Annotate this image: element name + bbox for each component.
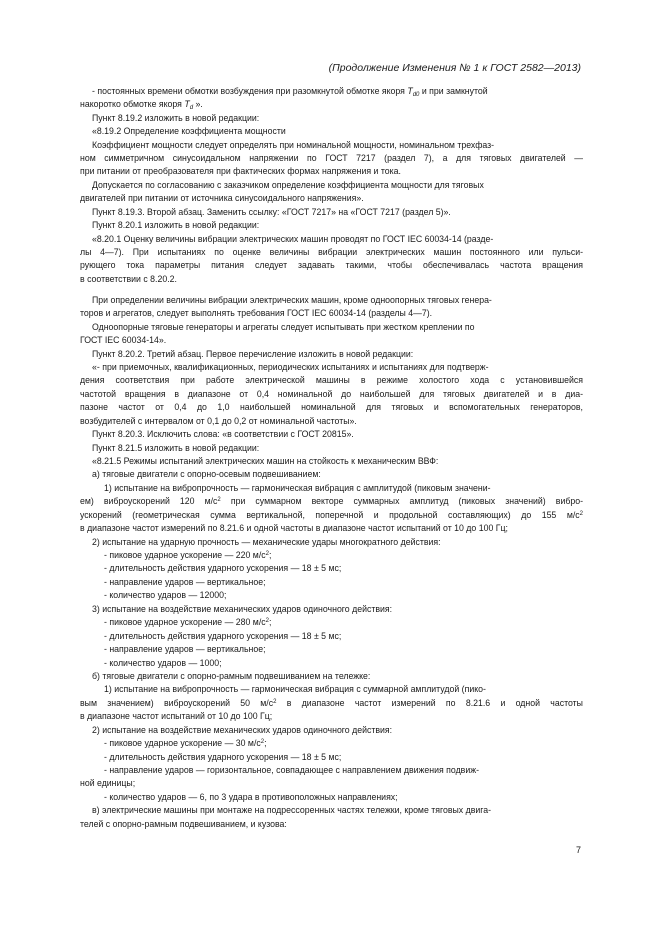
text-run: торов и агрегатов, следует выполнять требования ГОСТ IEC 60034-14 (разделы 4—7). [80, 308, 433, 318]
text-run: - количество ударов — 12000; [104, 590, 227, 600]
text-run: Коэффициент мощности следует определять при номинальной мощности, номинальном трехфаз- [92, 140, 495, 150]
text-line [104, 684, 486, 695]
text-line [92, 671, 370, 682]
text-run: ном симметричном синусоидальном напряжении по ГОСТ 7217 (раздел 7), а для тяговых двигателей — [80, 153, 583, 163]
text-run: частотой вращения в диапазоне от 0,4 номинальной до наибольшей для тяговых двигателей и в диа- [80, 389, 583, 399]
text-run: - пиковое ударное ускорение — 280 м/с [104, 617, 266, 627]
text-run: Пункт 8.21.5 изложить в новой редакции: [92, 443, 260, 453]
text-run: T [407, 86, 413, 96]
text-run: Пункт 8.20.3. Исключить слова: «в соответствии с ГОСТ 20815». [92, 429, 354, 439]
text-run: Пункт 8.19.3. Второй абзац. Заменить ссылку: «ГОСТ 7217» на «ГОСТ 7217 (раздел 5)». [92, 207, 451, 217]
text-run: в диапазоне частот измерений по 8.21.6 и одной частоты в диапазоне частот испытаний от 10 до 100 Гц; [80, 523, 508, 533]
text-line [80, 335, 166, 346]
subscript: d0 [412, 92, 420, 98]
text-line [92, 140, 494, 151]
superscript: 2 [265, 618, 269, 624]
page-number: 7 [575, 845, 581, 855]
text-line [104, 644, 266, 655]
text-line [92, 429, 354, 440]
text-line [92, 537, 441, 548]
text-line [92, 725, 392, 736]
text-run: ем) виброускорений 120 м/с [80, 496, 218, 506]
text-run: «- при приемочных, квалификационных, периодических испытаниях и испытаниях для подтверж- [92, 362, 489, 372]
superscript: 2 [579, 511, 583, 517]
text-line [92, 349, 413, 360]
text-run: Пункт 8.20.2. Третий абзац. Первое перечисление изложить в новой редакции: [92, 349, 414, 359]
text-run: - направление ударов — вертикальное; [104, 644, 266, 654]
text-run: и при замкнутой [419, 86, 488, 96]
running-header: (Продолжение Изменения № 1 к ГОСТ 2582—2013) [328, 62, 581, 74]
text-run: ; [268, 617, 272, 627]
text-run: рующего тока параметры питания следует задавать такими, чтобы обеспечивалась частота вращения [80, 260, 583, 270]
text-line [92, 805, 491, 816]
text-line [104, 765, 479, 776]
text-line [92, 604, 392, 615]
text-run: ной единицы; [80, 778, 136, 788]
text-line [92, 322, 475, 333]
text-line [104, 658, 222, 669]
text-line [104, 617, 271, 628]
superscript: 2 [265, 551, 269, 557]
text-run: пазоне частот от 0,4 до 1,0 наибольшей номинальной для тяговых и вспомогательных генераторов, [80, 402, 583, 412]
text-line [104, 738, 267, 749]
text-line [92, 86, 488, 97]
text-line [92, 469, 321, 480]
text-line [104, 631, 341, 642]
text-run: двигателей при питании от источника синусоидального напряжения». [80, 193, 364, 203]
text-run: «8.21.5 Режимы испытаний электрических машин на стойкость к механическим ВВФ: [92, 456, 439, 466]
text-run: а) тяговые двигатели с опорно-осевым подвешиванием: [92, 469, 321, 479]
text-run: - пиковое ударное ускорение — 30 м/с [104, 738, 261, 748]
text-run: 1) испытание на вибропрочность — гармоническая вибрация с амплитудой (пиковым значени- [104, 483, 491, 493]
text-line [80, 819, 287, 830]
text-line [92, 180, 484, 191]
text-run: - длительность действия ударного ускорения — 18 ± 5 мс; [104, 631, 342, 641]
text-run: ; [268, 550, 272, 560]
text-line [80, 193, 364, 204]
text-line [80, 166, 401, 177]
text-run: «8.20.1 Оценку величины вибрации электрических машин проводят по ГОСТ IEC 60034-14 (разде- [92, 234, 494, 244]
text-run: при суммарном векторе суммарных амплитуд (пиковых значений) вибро- [220, 496, 583, 506]
text-line [104, 792, 398, 803]
superscript: 2 [273, 699, 277, 705]
text-run: Пункт 8.20.1 изложить в новой редакции: [92, 220, 260, 230]
text-run: ; [264, 738, 267, 748]
text-run: в диапазоне частот измерений по 8.21.6 и одной частоты [276, 698, 583, 708]
text-run: Пункт 8.19.2 изложить в новой редакции: [92, 113, 260, 123]
text-line [80, 153, 583, 164]
text-run: - направление ударов — горизонтальное, совпадающее с направлением движения подвиж- [104, 765, 479, 775]
text-line [80, 416, 357, 427]
text-line [92, 113, 259, 124]
text-line [80, 274, 177, 285]
text-run: дения соответствия при работе электрической машины в режиме холостого хода с установившейся [80, 375, 583, 385]
text-run: - длительность действия ударного ускорения — 18 ± 5 мс; [104, 563, 342, 573]
text-run: 3) испытание на воздействие механических ударов одиночного действия: [92, 604, 393, 614]
text-run: лы 4—7). При испытаниях по оценке величины вибрации электрических машин постоянного или пульси- [80, 247, 583, 257]
text-line [92, 220, 259, 231]
text-line [104, 550, 271, 561]
text-line [104, 483, 491, 494]
text-run: 2) испытание на ударную прочность — механические удары многократного действия: [92, 537, 441, 547]
text-run: - количество ударов — 6, по 3 удара в противоположных направлениях; [104, 792, 398, 802]
text-run: ГОСТ IEC 60034-14». [80, 335, 167, 345]
text-run: телей с опорно-рамным подвешиванием, и кузова: [80, 819, 287, 829]
text-run: ». [193, 99, 203, 109]
text-line [92, 295, 492, 306]
text-line [80, 523, 508, 534]
text-run: в) электрические машины при монтаже на подрессоренных частях тележки, кроме тяговых двига- [92, 805, 492, 815]
text-run: накоротко обмотке якоря [80, 99, 185, 109]
text-run: 2) испытание на воздействие механических ударов одиночного действия: [92, 725, 393, 735]
text-line [80, 510, 583, 521]
superscript: 2 [217, 497, 221, 503]
text-run: вым значением) виброускорений 50 м/с [80, 698, 274, 708]
text-run: При определении величины вибрации электрических машин, кроме одноопорных тяговых генера- [92, 295, 492, 305]
text-line [80, 389, 583, 400]
text-run: - пиковое ударное ускорение — 220 м/с [104, 550, 266, 560]
text-run: Допускается по согласованию с заказчиком определение коэффициента мощности для тяговых [92, 180, 484, 190]
text-line [80, 260, 583, 271]
text-run: в соответствии с 8.20.2. [80, 274, 177, 284]
text-line [80, 99, 203, 110]
text-line [92, 456, 438, 467]
text-run: «8.19.2 Определение коэффициента мощности [92, 126, 286, 136]
text-line [92, 443, 259, 454]
text-line [80, 375, 583, 386]
text-run: возбудителей с интервалом от 0,1 до 0,2 от номинальной частоты». [80, 416, 357, 426]
text-run: 1) испытание на вибропрочность — гармоническая вибрация с суммарной амплитудой (пико- [104, 684, 486, 694]
text-line [80, 308, 432, 319]
text-line [92, 126, 286, 137]
text-line [104, 590, 226, 601]
text-run: T [184, 99, 190, 109]
text-line [92, 362, 489, 373]
text-line [104, 577, 266, 588]
text-line [80, 778, 135, 789]
text-run: - постоянных времени обмотки возбуждения при разомкнутой обмотке якоря [92, 86, 408, 96]
text-line [104, 752, 341, 763]
text-run: б) тяговые двигатели с опорно-рамным подвешиванием на тележке: [92, 671, 371, 681]
text-run: при питании от преобразователя при фактических формах напряжения и тока. [80, 166, 401, 176]
text-line [92, 207, 451, 218]
text-run: - направление ударов — вертикальное; [104, 577, 266, 587]
text-run: - длительность действия ударного ускорения — 18 ± 5 мс; [104, 752, 342, 762]
text-line [80, 711, 272, 722]
text-line [80, 698, 583, 709]
text-line [80, 402, 583, 413]
text-line [92, 234, 493, 245]
text-run: Одноопорные тяговые генераторы и агрегаты следует испытывать при жестком креплении по [92, 322, 475, 332]
text-line [104, 563, 341, 574]
superscript: 2 [260, 739, 265, 745]
subscript: d [189, 105, 194, 111]
text-line [80, 496, 583, 507]
text-run: ускорений (геометрическая сумма вертикальной, поперечной и продольной составляющих) до 155 м/с [80, 510, 580, 520]
text-run: в диапазоне частот испытаний от 10 до 100 Гц; [80, 711, 273, 721]
text-line [80, 247, 583, 258]
text-run: - количество ударов — 1000; [104, 658, 222, 668]
